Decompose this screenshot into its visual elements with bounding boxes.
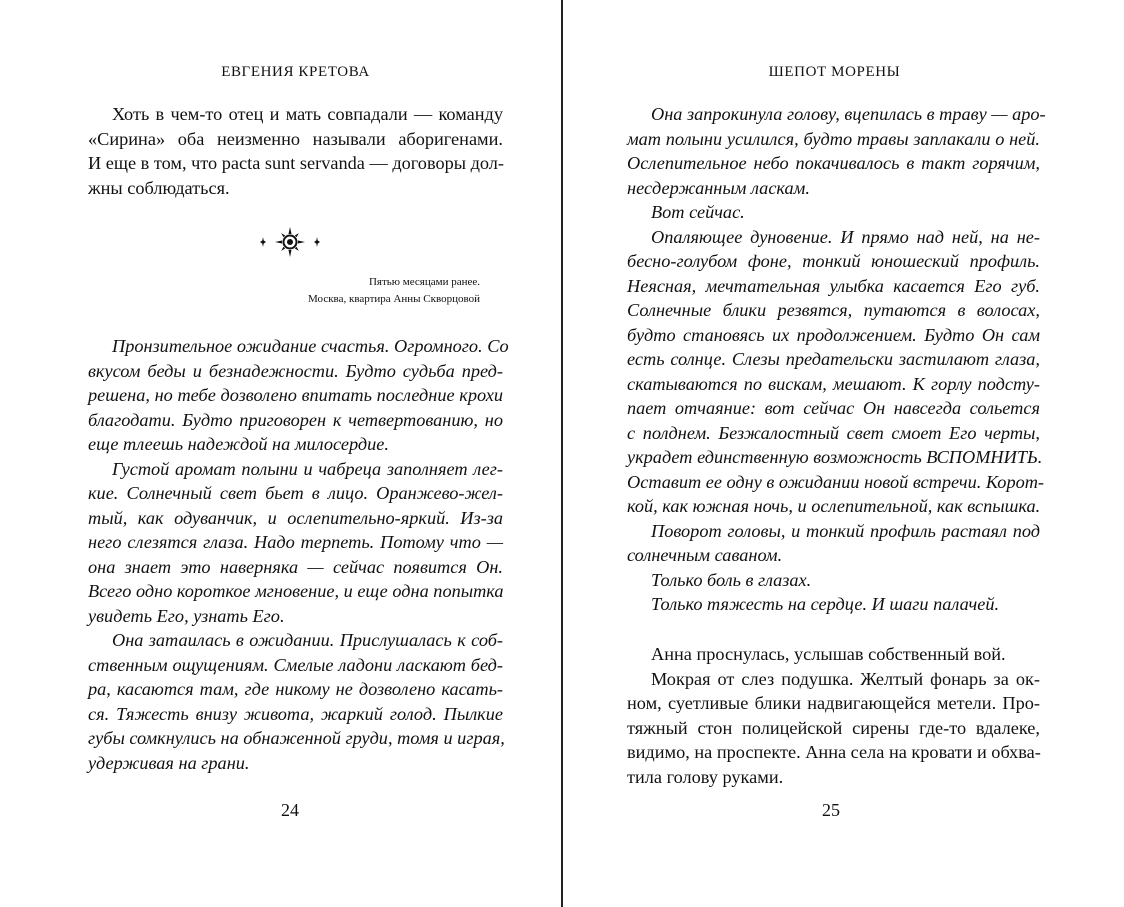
text-line: солнечным саваном. xyxy=(627,545,783,565)
text-line: Опаляющее дуновение. И прямо над ней, на не- xyxy=(651,226,1040,247)
right-para-1 xyxy=(627,102,1046,200)
text-line: жны соблюдаться. xyxy=(88,177,230,198)
text-line: Только тяжесть на сердце. И шаги палачей. xyxy=(651,594,1000,614)
left-para-3 xyxy=(88,457,503,629)
text-line: ся. Тяжесть внизу живота, жаркий голод. Пылкие xyxy=(88,703,503,724)
text-line: бесно-голубом фоне, тонкий юношеский профиль. xyxy=(627,251,1040,271)
page-number: 25 xyxy=(822,800,840,820)
text-line: Пронзительное ожидание счастья. Огромного. Со xyxy=(112,336,509,356)
text-line: с полднем. Безжалостный свет смоет Его черты, xyxy=(627,422,1040,443)
right-para-4 xyxy=(627,519,1040,568)
text-line: Хоть в чем-то отец и мать совпадали — команду xyxy=(112,104,503,124)
running-header-title: ШЕПОТ МОРЕНЫ xyxy=(768,64,901,80)
text-line: ном, суетливые блики надвигающейся метели. Про- xyxy=(627,693,1040,713)
text-line: тяжный стон полицейской сирены где-то вдалеке, xyxy=(627,717,1040,738)
text-line: Неясная, мечтательная улыбка касается Его губ. xyxy=(627,275,1040,296)
text-line: будто становясь их продолжением. Будто Он сам xyxy=(627,324,1040,345)
text-line: увидеть Его, узнать Его. xyxy=(88,605,285,626)
left-para-4 xyxy=(88,628,503,775)
text-line: И еще в том, что pacta sunt servanda — договоры дол- xyxy=(88,153,504,173)
text-line: решена, но тебе дозволено впитать последние крохи xyxy=(88,385,503,405)
epigraph xyxy=(230,274,480,308)
right-para-2 xyxy=(627,200,1040,225)
right-para-5 xyxy=(627,568,1040,593)
text-line: губы сомкнулись на обнаженной груди, томя и играя, xyxy=(88,728,505,748)
text-line: украдет единственную возможность ВСПОМНИТЬ. xyxy=(627,447,1043,467)
text-line: Только боль в глазах. xyxy=(651,569,812,590)
left-para-1 xyxy=(88,102,503,200)
text-line: Она затаилась в ожидании. Прислушалась к соб- xyxy=(112,630,503,650)
text-line: есть солнце. Слезы предательски застилают глаза, xyxy=(627,349,1040,369)
sun-ornament-icon xyxy=(240,224,340,260)
text-line: Оставит ее одну в ожидании новой встречи. Корот- xyxy=(627,471,1045,492)
text-line: тила голову руками. xyxy=(627,766,784,787)
text-line: удерживая на грани. xyxy=(88,752,250,773)
epigraph-line: Пятью месяцами ранее. xyxy=(368,276,480,288)
text-line: мат полыни усилился, будто травы заплакали о ней. xyxy=(627,128,1040,149)
epigraph-line: Москва, квартира Анны Скворцовой xyxy=(308,293,480,305)
text-line: видимо, на проспекте. Анна села на кровати и обхва- xyxy=(627,742,1041,762)
text-line: вкусом беды и безнадежности. Будто судьба пред- xyxy=(88,360,503,381)
text-line: Мокрая от слез подушка. Желтый фонарь за ок- xyxy=(651,668,1040,689)
text-line: ственным ощущениям. Смелые ладони ласкают бед- xyxy=(88,654,503,675)
text-line: Ослепительное небо покачивалось в такт горячим, xyxy=(627,153,1040,173)
text-line: Солнечные блики резвятся, путаются в волосах, xyxy=(627,300,1040,320)
text-line: ра, касаются там, где никому не дозволено касать- xyxy=(88,679,503,699)
text-line: Поворот головы, и тонкий профиль растаял под xyxy=(651,520,1040,541)
text-line: тый, как одуванчик, и ослепительно-яркий. Из-за xyxy=(88,507,503,528)
right-page xyxy=(563,0,1124,907)
text-line: несдержанным ласкам. xyxy=(627,177,810,198)
right-para-8 xyxy=(627,667,1040,790)
text-line: кой, как южная ночь, и ослепительной, как вспышка. xyxy=(627,496,1041,516)
text-line: Она запрокинула голову, вцепилась в траву — аро- xyxy=(651,104,1046,124)
right-para-7 xyxy=(627,642,1040,667)
text-line: Всего одно короткое мгновение, и еще одна попытка xyxy=(88,581,504,601)
text-line: «Сирина» оба неизменно называли аборигенами. xyxy=(88,128,503,149)
right-para-3 xyxy=(627,225,1045,519)
text-line: скатываются по вискам, мешают. К горлу подсту- xyxy=(627,373,1040,394)
left-page xyxy=(0,0,561,907)
text-line: кие. Солнечный свет бьет в лицо. Оранжево-жел- xyxy=(88,483,503,503)
text-line: него слезятся глаза. Надо терпеть. Потому что — xyxy=(88,532,503,552)
right-para-6 xyxy=(627,592,1040,617)
text-line: еще тлеешь надеждой на милосердие. xyxy=(88,434,389,454)
text-line: Анна проснулась, услышав собственный вой. xyxy=(651,644,1006,664)
running-header-author: ЕВГЕНИЯ КРЕТОВА xyxy=(221,64,370,80)
page-number: 24 xyxy=(281,800,299,820)
left-para-2 xyxy=(88,334,509,457)
text-line: пает отчаяние: вот сейчас Он навсегда сольется xyxy=(627,398,1040,418)
text-line: Вот сейчас. xyxy=(651,202,745,222)
text-line: она знает это наверняка — сейчас появится Он. xyxy=(88,556,503,577)
text-line: Густой аромат полыни и чабреца заполняет лег- xyxy=(112,458,503,479)
text-line: благодати. Будто приговорен к четвертованию, но xyxy=(88,409,503,430)
